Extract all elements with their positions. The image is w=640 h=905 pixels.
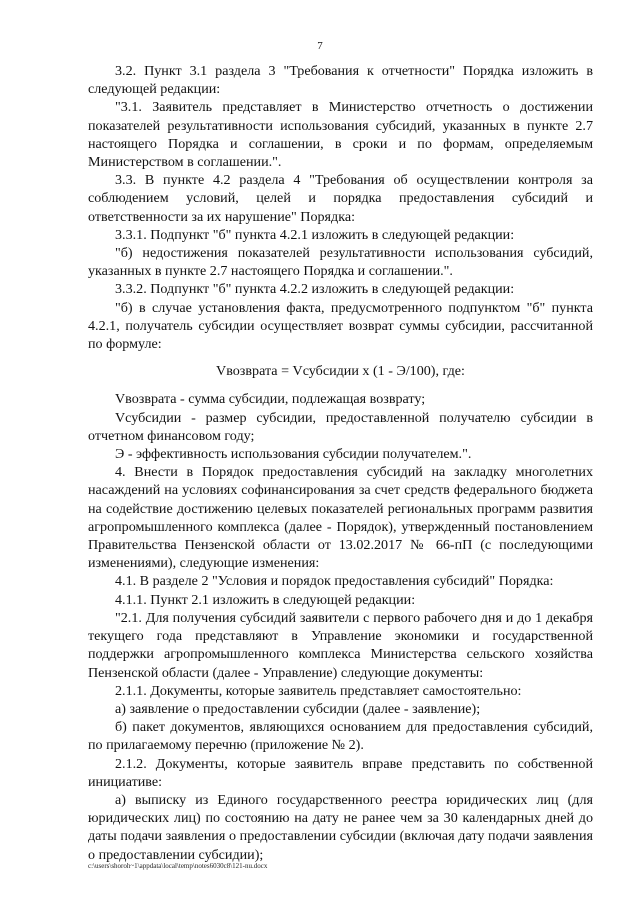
document-body — [88, 62, 593, 864]
paragraph: 3.2. Пункт 3.1 раздела 3 "Требования к отчетности" Порядка изложить в следующей редакции: — [88, 63, 593, 98]
paragraph: 4.1.1. Пункт 2.1 изложить в следующей редакции: — [115, 591, 416, 608]
page-number: 7 — [317, 40, 323, 52]
paragraph: б) пакет документов, являющихся основанием для предоставления субсидий, по прилагаемому перечню (приложение № 2). — [88, 719, 593, 754]
paragraph: "б) недостижения показателей результативности использования субсидий, указанных в пункте 2.7 настоящего Порядка и соглашении.". — [88, 245, 593, 280]
paragraph: 3.3.1. Подпункт "б" пункта 4.2.1 изложить в следующей редакции: — [115, 226, 515, 243]
paragraph: 2.1.1. Документы, которые заявитель представляет самостоятельно: — [115, 682, 522, 699]
paragraph: Vвозврата - сумма субсидии, подлежащая возврату; — [115, 391, 426, 408]
paragraph: а) выписку из Единого государственного реестра юридических лиц (для юридических лиц) по состоянию на дату не ранее чем за 30 календарных дней до даты подачи заявления о предоставлении субсидии (включая дату подачи заявления о предоставлении субсидии); — [88, 791, 593, 863]
formula: Vвозврата = Vсубсидии x (1 - Э/100), где: — [216, 363, 465, 380]
paragraph: "3.1. Заявитель представляет в Министерство отчетность о достижении показателей результативности использования субсидий, указанных в пункте 2.7 настоящего Порядка и соглашении, в сроки и по формам, определяемым Министерством в соглашении.". — [88, 99, 593, 171]
paragraph: 3.3. В пункте 4.2 раздела 4 "Требования об осуществлении контроля за соблюдением условий, целей и порядка предоставления субсидий и ответственности за их нарушение" Порядка: — [88, 172, 593, 225]
paragraph: Vсубсидии - размер субсидии, предоставленной получателю субсидии в отчетном финансовом году; — [88, 409, 593, 444]
paragraph: 3.3.2. Подпункт "б" пункта 4.2.2 изложить в следующей редакции: — [115, 281, 515, 298]
paragraph: а) заявление о предоставлении субсидии (далее - заявление); — [115, 700, 481, 717]
paragraph: 4. Внести в Порядок предоставления субсидий на закладку многолетних насаждений на условиях софинансирования за счет средств федерального бюджета на содействие достижению целевых показателей региональных программ развития агропромышленного комплекса (далее - Порядок), утвержденный постановлением Правительства Пензенской области от 13.02.2017 № 66-пП (с последующими изменениями), следующие изменения: — [88, 464, 593, 572]
paragraph: 4.1. В разделе 2 "Условия и порядок предоставления субсидий" Порядка: — [115, 573, 554, 590]
paragraph: "2.1. Для получения субсидий заявители с первого рабочего дня и до 1 декабря текущего года представляют в Управление экономики и государственной поддержки агропромышленного комплекса Министерства сельского хозяйства Пензенской области (далее - Управление) следующие документы: — [88, 609, 593, 681]
paragraph: 2.1.2. Документы, которые заявитель вправе представить по собственной инициативе: — [88, 755, 593, 790]
paragraph: "б) в случае установления факта, предусмотренного подпунктом "б" пункта 4.2.1, получатель субсидии осуществляет возврат суммы субсидии, рассчитанной по формуле: — [88, 299, 593, 353]
footer-file-path: c:\users\shoroh~1\appdata\local\temp\notes6030c8\121-nu.docx — [88, 862, 268, 870]
paragraph: Э - эффективность использования субсидии получателем.". — [115, 446, 472, 463]
